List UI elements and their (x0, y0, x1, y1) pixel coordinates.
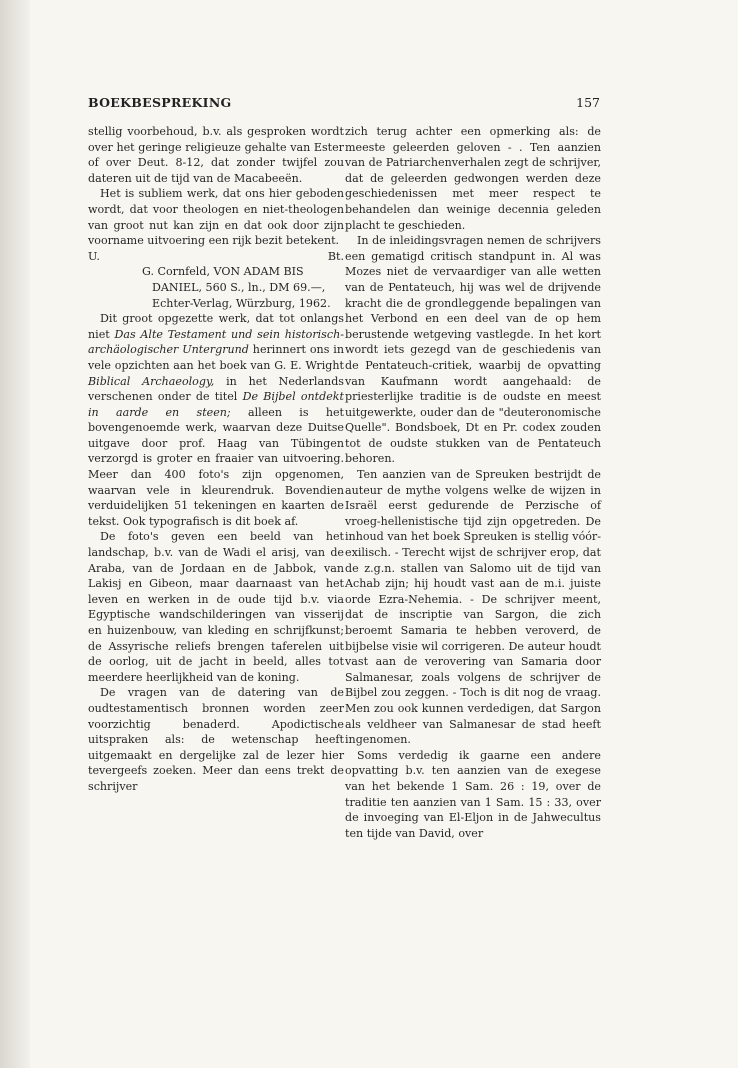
paragraph: Het is subliem werk, dat ons hier geboden wordt, dat voor theologen en niet-theologen van groot nut kan zijn en dat ook door zijn voorname uitvoering een rijk bezit betekent. (88, 187, 344, 248)
book-reference-line: Echter-Verlag, Würzburg, 1962. (152, 296, 331, 310)
book-reference (88, 264, 344, 311)
text-run: in het Nederlands verschenen onder de titel (88, 374, 344, 404)
text-run: herinnert ons in vele opzichten aan het boek van G. E. Wright (88, 343, 344, 372)
running-header (88, 95, 600, 110)
book-reference-line: DANIEL, 560 S., ln., DM 69.—, (152, 280, 326, 294)
paragraph: De foto's geven een beeld van het landschap, b.v. van de Wadi el arisj, van de Araba, van de Jordaan en de Jabbok, van Lakisj en Gibeon, maar daarnaast van het leven en werken in de oude tijd b.v. via Egyptische wandschilderingen van visserij en huizenbouw, van kleding en schrijfkunst; de Assyrische reliefs brengen taferelen uit de oorlog, uit de jacht in beeld, alles tot meerdere heerlijkheid van de koning. (88, 530, 344, 684)
book-title: Das Alte Testament und sein historisch-archäologischer Untergrund (88, 327, 344, 357)
paragraph: De vragen van de datering van de oudtestamentisch bronnen worden zeer voorzichtig benaderd. Apodictische uitspraken als: de wetenschap heeft uitgemaakt en dergelijke zal de lezer hier tevergeefs zoeken. Meer dan eens trekt de schrijver (88, 686, 344, 793)
paragraph: stellig voorbehoud, b.v. als gesproken wordt over het geringe religieuze gehalte van Ester of over Deut. 8-12, dat zonder twijfel zou dateren uit de tijd van de Macabeeën. (88, 125, 344, 185)
paragraph: Soms verdedig ik gaarne een andere opvatting b.v. ten aanzien van de exegese van het bekende 1 Sam. 26 : 19, over de traditie ten aanzien van 1 Sam. 15 : 33, over de invoeging van El-Eljon in de Jahwecultus ten tijde van David, over (345, 748, 601, 840)
reviewer-signature (88, 249, 344, 265)
text-run: Dit groot opgezette werk, dat tot onlangs niet (88, 312, 344, 341)
paragraph (88, 311, 344, 529)
book-title: De Bijbel ontdekt in aarde en steen; (88, 390, 344, 419)
signature-reviewer: Bt. (327, 249, 344, 263)
book-title: Biblical Archaeology, (88, 374, 215, 388)
paragraph: Ten aanzien van de Spreuken bestrijdt de auteur de mythe volgens welke de wijzen in Israël eerst gedurende de Perzische of vroeg-hellenistische tijd zijn opgetreden. De inhoud van het boek Spreuken is stellig vóór-exilisch. - Terecht wijst de schrijver erop, dat de z.g.n. stallen van Salomo uit de tijd van Achab zijn; hij houdt vast aan de m.i. juiste orde Ezra-Nehemia. - De schrijver meent, dat de inscriptie van Sargon, die zich beroemt Samaria te hebben veroverd, de bijbelse visie wil corrigeren. De auteur houdt vast aan de verovering van Samaria door Salmanesar, zoals volgens de schrijver de Bijbel zou zeggen. - Toch is dit nog de vraag. Men zou ook kunnen verdedigen, dat Sargon als veldheer van Salmanesar de stad heeft ingenomen. (345, 468, 601, 747)
book-reference-line: G. Cornfeld, VON ADAM BIS (142, 265, 304, 279)
paragraph: In de inleidingsvragen nemen de schrijvers een gematigd critisch standpunt in. Al was Mozes niet de vervaardiger van alle wetten van de Pentateuch, hij was wel de drijvende kracht die de grondleggende bepalingen van het Verbond en een deel van de op hem berustende wetgeving vastlegde. In het kort wordt iets gezegd van de geschiedenis van de Pentateuch-critiek, waarbij de opvatting van Kaufmann wordt aangehaald: de priesterlijke traditie is de oudste en meest uitgewerkte, ouder dan de "deuteronomische Quelle". Bondsboek, Dt en Pr. codex zouden tot de oudste stukken van de Pentateuch behoren. (345, 234, 601, 466)
text-run: alleen is het bovengenoemde werk, waarvan deze Duitse uitgave door prof. Haag van Tübingen verzorgd is groter en fraaier van uitvoering. Meer dan 400 foto's zijn opgenomen, waarvan vele in kleurendruk. Bovendien verduidelijken 51 tekeningen en kaarten de tekst. Ook typografisch is dit boek af. (88, 405, 344, 528)
right-column (345, 124, 601, 841)
page-edge-shadow (0, 0, 30, 1068)
signature-initial: U. (88, 249, 100, 263)
left-column (88, 124, 344, 795)
page-number: 157 (576, 95, 600, 110)
paragraph: zich terug achter een opmerking als: de meeste geleerden geloven - . Ten aanzien van de Patriarchenverhalen zegt de schrijver, dat de geleerden gedwongen werden deze geschiedenissen met meer respect te behandelen dan weinige decennia geleden placht te geschieden. (345, 125, 601, 232)
section-title: BOEKBESPREKING (88, 95, 232, 110)
